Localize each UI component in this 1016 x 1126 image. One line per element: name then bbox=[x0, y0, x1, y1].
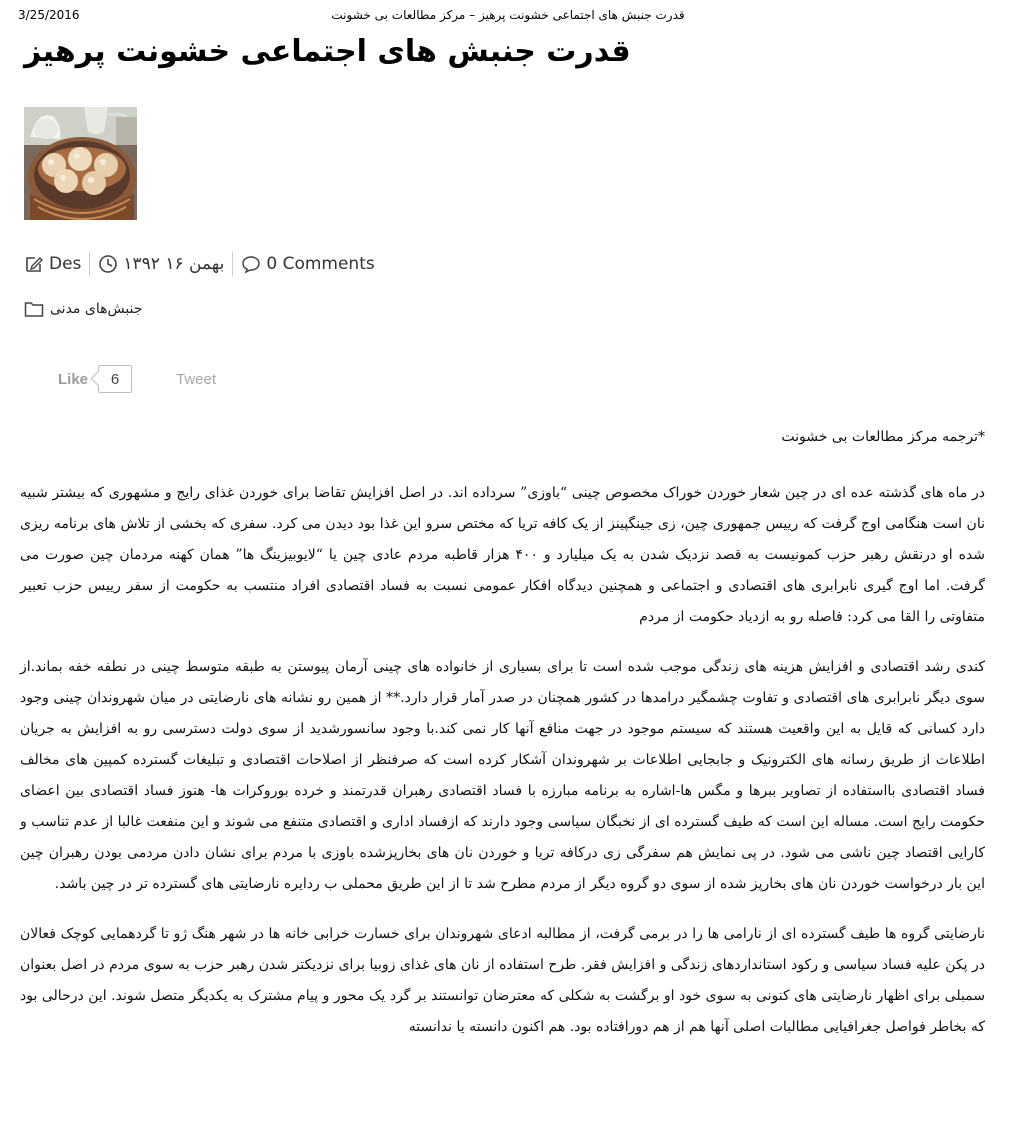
print-date: 3/25/2016 bbox=[18, 8, 80, 22]
steamed-buns-illustration bbox=[24, 107, 137, 220]
print-page-title: قدرت جنبش های اجتماعی خشونت پرهیز – مرکز مطالعات بی خشونت bbox=[331, 8, 685, 22]
clock-icon bbox=[98, 254, 118, 274]
category-link[interactable]: جنبش‌های مدنی bbox=[50, 301, 143, 317]
post-date: بهمن ۱۶ ۱۳۹۲ bbox=[123, 254, 225, 274]
post-meta bbox=[24, 250, 375, 278]
like-count-box bbox=[98, 365, 132, 393]
meta-divider bbox=[232, 252, 233, 276]
like-button[interactable]: Like bbox=[58, 370, 89, 388]
article-headline: قدرت جنبش های اجتماعی خشونت پرهیز bbox=[24, 34, 631, 69]
article-paragraph: نارضایتی گروه ها طیف گسترده ای از نارامی ها را در برمی گرفت، از مطالبه ادعای شهروندان برای خسارت خرابی خانه ها در شهر هنگ ژو تا گردهمایی کوچک فعالان در پکن علیه فساد سیاسی و رکود استانداردهای زندگی و افزایش فقر. طرح استفاده از نان های غذای زوبیا برای نزدیکتر شدن رهبر حزب به سوی مردم در اصل بعنوان سمبلی برای اظهار نارضایتی های کنونی به سوی خود او برگشت به شکلی که معترضان توانستند بر گرد یک محور و پیام مشترک به یکدیگر متصل شوند. این درحالی بود که بخاطر فواصل جغرافیایی مطالبات اصلی آنها هم از هم دورافتاده بود. هم اکنون دانسته یا ندانسته bbox=[20, 926, 985, 1035]
print-header bbox=[0, 0, 1016, 26]
comment-icon bbox=[241, 254, 261, 274]
translation-credit: *ترجمه مرکز مطالعات بی خشونت bbox=[781, 429, 985, 445]
folder-icon bbox=[24, 300, 44, 318]
like-count: 6 bbox=[110, 370, 120, 388]
social-share-bar bbox=[58, 364, 216, 394]
article-body bbox=[20, 422, 985, 1062]
comments-meta[interactable] bbox=[241, 254, 374, 274]
article-paragraph: در ماه های گذشته عده ای در چین شعار خوردن خوراک مخصوص چینی “باوزی” سرداده اند. در اصل افزایش تقاضا برای خوردن غذای رایج و مشهوری که بیشتر شبیه نان است هنگامی اوج گرفت که رییس جمهوری چین، زی جینگپینز از یک کافه تریا که مختص سرو این غذا بود دیدن می کرد. سفری که بخشی از تلاش های برنامه ریزی شده او درنقش رهبر حزب کمونیست به قصد نزدیک شدن به یک میلیارد و ۴۰۰ هزار قاطبه مردم عادی چین یا “لایوبیزینگ ها” همان کهنه مردمان چین صورت می گرفت. اما اوج گیری نابرابری های اقتصادی و اجتماعی و همچنین دیدگاه افکار عمومی نسبت به فساد اقتصادی افراد منتسب به حکومت از سفر رییس حزب تعبیر متفاوتی را القا می کرد: فاصله رو به ازدیاد حکومت از مردم bbox=[20, 485, 985, 625]
tweet-button[interactable]: Tweet bbox=[176, 370, 217, 388]
date-meta bbox=[98, 254, 224, 274]
article-paragraph: کندی رشد اقتصادی و افزایش هزینه های زندگی موجب شده است تا برای بسیاری از خانواده های چینی آرمان پیوستن به طبقه متوسط چینی در نطفه خفه بماند.از سوی دیگر نابرابری های اقتصادی و تفاوت چشمگیر درامدها در کشور همچنان در صدر آمار قرار دارد.** از همین رو نشانه های نارضایتی در میان شهروندان چینی وجود دارد کسانی که قایل به این واقعیت هستند که سیستم موجود در جهت منافع آنها کار نمی کند.با وجود سانسورشدید از سوی دولت دسترسی رو به افزایش به جریان اطلاعات از طریق رسانه های الکترونیک و جابجایی اطلاعات بر شهروندان آشکار کرده است که صرفنظر از اصلاحات اقتصادی و تبلیغات گسترده کمپین های مخالف فساد اقتصادی بااستفاده از تصاویر ببرها و مگس ها-اشاره به برنامه مبارزه با فساد اقتصادی رهبران قدرتمند و خرده بوروکرات ها- هنوز فساد اقتصادی بین اعضای حکومت رایج است. مساله این است که طیف گسترده ای از نخبگان سیاسی وجود دارند که ازفساد اداری و اقتصادی متنفع می شوند و این منفعت غالبا از عدم تناسب و کارایی اقتصاد چین ناشی می شود. در پی نمایش هم سفرگی زی درکافه تریا و خوردن نان های بخارپزشده باوزی با مردم برای نشان دادن مردمی بودن رهبران چین این بار درخواست خوردن نان های بخارپز شده از سوی دو گروه دیگر از مردم مطرح شد تا از این طریق محملی ب ردایره نارضایتی های گسترده تر در چین باشد. bbox=[20, 659, 985, 892]
category-meta[interactable] bbox=[24, 300, 142, 318]
edit-icon bbox=[24, 254, 44, 274]
author-name[interactable]: Des bbox=[49, 254, 82, 274]
meta-divider bbox=[89, 252, 90, 276]
author-meta[interactable] bbox=[24, 254, 81, 274]
comments-link[interactable]: 0 Comments bbox=[266, 254, 375, 274]
featured-image[interactable] bbox=[24, 107, 137, 220]
